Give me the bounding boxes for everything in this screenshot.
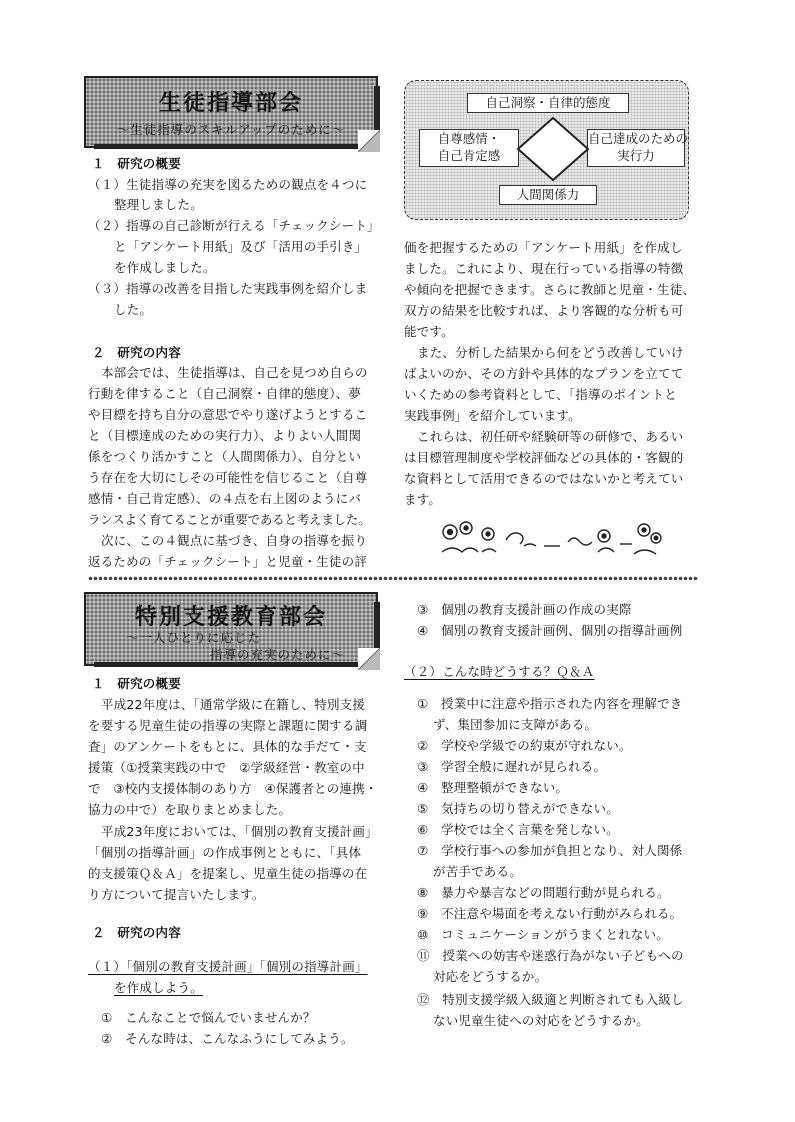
banner-shadow [94, 662, 380, 667]
seito-right-line: 実践事例」を紹介しています。 [404, 408, 581, 423]
seito-right-line: 価を把握するための「アンケート用紙」を作成し [404, 240, 683, 255]
seito-right-line: いくための参考資料として、「指導のポイントと [404, 387, 677, 402]
seito-s2-line: ランスよく育てることが重要であると考えました。 [88, 512, 371, 527]
seito-right-line: 双方の結果を比較すれば、より客観的な分析も可 [404, 303, 684, 318]
diagram-right-box: 自己達成のための 実行力 [587, 129, 685, 167]
qa-line: ② 学校や学級での約束が守れない。 [417, 738, 632, 753]
qa-line: ⑩ コミュニケーションがうまくとれない。 [417, 927, 669, 942]
seito-s2-line: と（目標達成のための実行力）、よりよい人間関 [88, 428, 362, 443]
seito-s1-heading: １ 研究の概要 [92, 156, 181, 171]
seito-right-line: な資料として活用できるのではないかと考えてい [404, 471, 684, 486]
tokubetsu-right-item: ③ 個別の教育支援計画の作成の実際 [417, 602, 632, 617]
tokubetsu-s1-line: り方について提言いたします。 [88, 887, 265, 902]
tokubetsu-subtitle: 指導の充実のために～ [210, 647, 346, 662]
page-curl-icon [358, 648, 380, 670]
seito-s1-item: を作成しました。 [114, 260, 216, 275]
tokubetsu-right-item: ④ 個別の教育支援計画例、個別の指導計画例 [417, 623, 683, 638]
tokubetsu-s1-line: 平成22年度は、「通常学級に在籍し、特別支援 [101, 697, 366, 712]
qa-line: が苦手である。 [433, 864, 522, 879]
diagram-top-box: 自己洞察・自律的態度 [467, 93, 629, 113]
tokubetsu-s1-line: 的支援策Ｑ＆Ａ」を提案し、児童生徒の指導の在 [88, 866, 368, 881]
tokubetsu-s2-heading: ２ 研究の内容 [92, 925, 181, 940]
diagram-left-box: 自尊感情・ 自己肯定感 [419, 129, 519, 167]
tokubetsu-subtitle: ～一人ひとりに応じた [126, 630, 262, 645]
tokubetsu-item1: を作成しよう。 [114, 980, 203, 995]
seito-right-line: 能です。 [404, 324, 454, 339]
qa-line: ない児童生徒への対応をどうするか。 [433, 1013, 649, 1028]
diagram-diamond [515, 115, 591, 183]
seito-s2-line: う存在を大切にしその可能性を信じること（自尊 [88, 470, 368, 485]
banner-shadow [94, 144, 380, 149]
qa-line: ③ 学習全般に遅れが見られる。 [417, 759, 607, 774]
seito-s2-line: や目標を持ち自分の意思でやり遂げようとするこ [88, 407, 368, 422]
seito-s1-item: （２）指導の自己診断が行える「チェックシート」 [88, 218, 380, 233]
qa-line: ず、集団参加に支障がある。 [433, 717, 598, 732]
seito-s2-line: 本部会では、生徒指導は、自己を見つめ自らの [101, 365, 368, 380]
seito-right-line: は目標管理制度や学校評価などの具体的・客観的 [404, 450, 684, 465]
seito-banner [84, 76, 378, 148]
tokubetsu-banner [84, 592, 378, 666]
tokubetsu-circ-item: ② そんな時は、こんなふうにしてみよう。 [101, 1031, 354, 1046]
seito-s1-item: （３）指導の改善を目指した実践事例を紹介しま [88, 281, 368, 296]
qa-line: ① 授業中に注意や指示された内容を理解でき [417, 696, 683, 711]
seito-s2-heading: ２ 研究の内容 [92, 345, 181, 360]
qa-line: ⑨ 不注意や場面を考えない行動がみられる。 [417, 906, 683, 921]
seito-s1-item: （１）生徒指導の充実を図るための観点を４つに [88, 177, 368, 192]
tokubetsu-item1: （１）「個別の教育支援計画」「個別の指導計画」 [88, 959, 368, 974]
section-divider [88, 576, 698, 580]
tokubetsu-circ-item: ① こんなことで悩んでいませんか？ [101, 1010, 316, 1025]
tokubetsu-s1-line: を要する児童生徒の指導の実際と課題に関する調 [88, 718, 368, 733]
seito-s2-line: 次に、この４観点に基づき、自身の指導を振り [101, 533, 368, 548]
four-viewpoints-diagram [404, 80, 689, 220]
qa-heading: （２）こんな時どうする？Ｑ＆Ａ [404, 664, 595, 679]
qa-line: ⑥ 学校では全く言葉を発しない。 [417, 822, 619, 837]
tokubetsu-s1-line: 査」のアンケートをもとに、具体的な手だて・支 [88, 739, 367, 754]
qa-line: ⑪ 授業への妨害や迷惑行為がない子どもへの [417, 948, 684, 963]
flower-illustration [436, 518, 666, 560]
seito-title: 生徒指導部会 [158, 90, 303, 116]
seito-right-line: これらは、初任研や経験研等の研修で、あるい [417, 429, 684, 444]
seito-right-line: また、分析した結果から何をどう改善していけ [417, 345, 684, 360]
qa-line: ⑤ 気持ちの切り替えができない。 [417, 801, 619, 816]
seito-s1-item: した。 [114, 302, 153, 317]
qa-line: ④ 整理整頓ができない。 [417, 780, 569, 795]
tokubetsu-s1-line: 平成23年度においては、「個別の教育支援計画」 [101, 824, 378, 839]
qa-line: ⑫ 特別支援学級入級適と判断されても入級し [417, 992, 684, 1007]
seito-s1-item: 整理しました。 [114, 197, 203, 212]
seito-right-line: ばよいのか、その方針や具体的なプランを立てて [404, 366, 684, 381]
seito-s2-line: 返るための「チェックシート」と児童・生徒の評 [88, 554, 368, 569]
tokubetsu-s1-line: 協力の中で）を取りまとめました。 [88, 802, 292, 817]
tokubetsu-s1-line: 「個別の指導計画」の作成事例とともに、「具体 [88, 845, 362, 860]
seito-s1-item: と「アンケート用紙」及び「活用の手引き」 [114, 239, 368, 254]
seito-s2-line: 感情・自己肯定感）、の４点を右上図のようにバ [88, 491, 362, 506]
tokubetsu-s1-heading: １ 研究の概要 [92, 676, 181, 691]
tokubetsu-title: 特別支援教育部会 [134, 604, 327, 630]
seito-s2-line: 行動を律すること（自己洞察・自律的態度）、夢 [88, 386, 362, 401]
seito-right-line: ました。これにより、現在行っている指導の特徴 [404, 261, 684, 276]
qa-line: ⑧ 暴力や暴言などの問題行動が見られる。 [417, 885, 670, 900]
diagram-bottom-box: 人間関係力 [499, 185, 597, 205]
seito-subtitle: ～生徒指導のスキルアップのために～ [116, 122, 346, 137]
qa-line: ⑦ 学校行事への参加が負担となり、対人関係 [417, 843, 683, 858]
tokubetsu-s1-line: で ③校内支援体制のあり方 ④保護者との連携・ [88, 781, 378, 796]
tokubetsu-s1-line: 援策（①授業実践の中で ②学級経営・教室の中 [88, 760, 365, 775]
qa-line: 対応をどうするか。 [433, 969, 548, 984]
seito-s2-line: 係をつくり活かすこと（人間関係力）、自分とい [88, 449, 362, 464]
page-curl-icon [358, 130, 380, 152]
seito-right-line: ます。 [404, 492, 442, 507]
seito-right-line: や傾向を把握できます。さらに教師と児童・生徒、 [404, 282, 696, 297]
